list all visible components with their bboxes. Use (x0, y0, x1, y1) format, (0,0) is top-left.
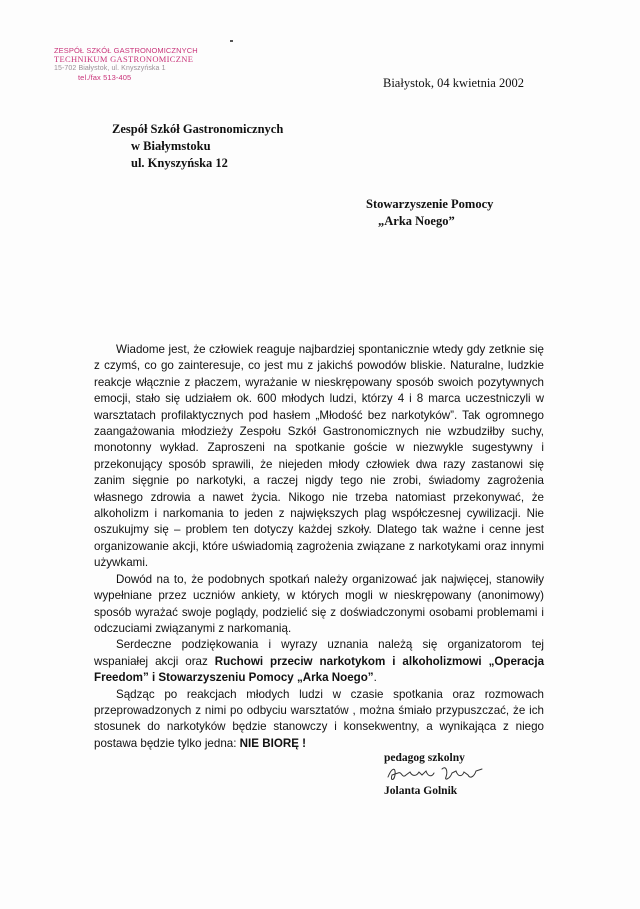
sender-line-2: w Białymstoku (131, 139, 211, 153)
paragraph-4-bold: NIE BIORĘ ! (239, 736, 307, 750)
letter-date: Białystok, 04 kwietnia 2002 (383, 76, 524, 90)
scan-mark (230, 40, 233, 42)
school-stamp (54, 46, 224, 82)
sender-line-1: Zespół Szkół Gastronomicznych (112, 122, 284, 136)
paragraph-4-start: Sądząc po reakcjach młodych ludzi w czasie spotkania oraz rozmowach przeprowadzonych z nimi po odbyciu warsztatów , można śmiało przypuszczać, że ich stosunek do narkotyków będzie stanowczy i konsekwentny, a wynikająca z niego postawa będzie tylko jedna: (94, 687, 544, 750)
handwritten-signature (386, 763, 486, 785)
stamp-line-3: 15-702 Białystok, ul. Knyszyńska 1 (54, 65, 166, 72)
signature-name: Jolanta Golnik (384, 785, 458, 797)
recipient-line-2: „Arka Noego” (378, 214, 455, 228)
paragraph-3-bold: Ruchowi przeciw narkotykom i alkoholizmowi „Operacja Freedom” i Stowarzyszeniu Pomocy „Arka Noego” (94, 654, 545, 685)
sender-address (112, 121, 283, 172)
paragraph-3-start: Serdeczne podziękowania i wyrazy uznania należą się organizatorom tej wspaniałej akcji oraz (94, 638, 544, 668)
sender-line-3: ul. Knyszyńska 12 (131, 156, 228, 170)
paragraph-1: Wiadome jest, że człowiek reaguje najbardziej spontanicznie wtedy gdy zetknie się z czymś, co go zainteresuje, co jest mu z jakichś powodów bliskie. Naturalne, ludzkie reakcje włącznie z płaczem, wyrażanie w nieskrępowany sposób swoich pozytywnych emocji, stało się udziałem ok. 600 młodych ludzi, którzy 4 i 8 marca uczestniczyli w warsztatach profilaktycznych pod hasłem „Młodość bez narkotyków”. Tak ogromnego zaangażowania młodzieży Zespołu Szkół Gastronomicznych nie wzbudziłby suchy, monotonny wykład. Zaproszeni na spotkanie goście w niezwykle sugestywny i przekonujący sposób sprawili, że niejeden młody człowiek dwa razy zastanowi się zanim sięgnie po narkotyki, a raczej nigdy tego nie zrobi, świadomy zagrożenia własnego zdrowia a nawet życia. Nikogo nie trzeba natomiast przekonywać, że alkoholizm i narkomania to jeden z największych plag współczesnej cywilizacji. Nie oszukujmy się – problem ten dotyczy każdej szkoły. Dlatego tak ważne i cenne jest organizowanie akcji, które uświadomią zagrożenia związane z narkotykami oraz innymi używkami. (94, 343, 544, 570)
paragraph-4 (94, 687, 544, 753)
stamp-line-4: tel./fax 513-405 (78, 73, 132, 82)
recipient-line-1: Stowarzyszenie Pomocy (366, 197, 494, 211)
paragraph-3 (94, 637, 544, 686)
stamp-line-2: TECHNIKUM GASTRONOMICZNE (54, 54, 194, 64)
paragraph-3-end: . (373, 671, 377, 685)
paragraph-2: Dowód na to, że podobnych spotkań należy organizować jak najwięcej, stanowiły wypełniane przez uczniów ankiety, w których mogli w nieskrępowany (anonimowy) sposób wyrażać swoje poglądy, podzielić się z doświadczonymi osobami problemami i odczuciami związanymi z narkomanią. (94, 572, 544, 635)
recipient-address (366, 196, 493, 230)
stamp-line-1: ZESPÓŁ SZKÓŁ GASTRONOMICZNYCH (54, 46, 198, 55)
letter-body (94, 342, 544, 752)
signature-title: pedagog szkolny (384, 752, 465, 764)
